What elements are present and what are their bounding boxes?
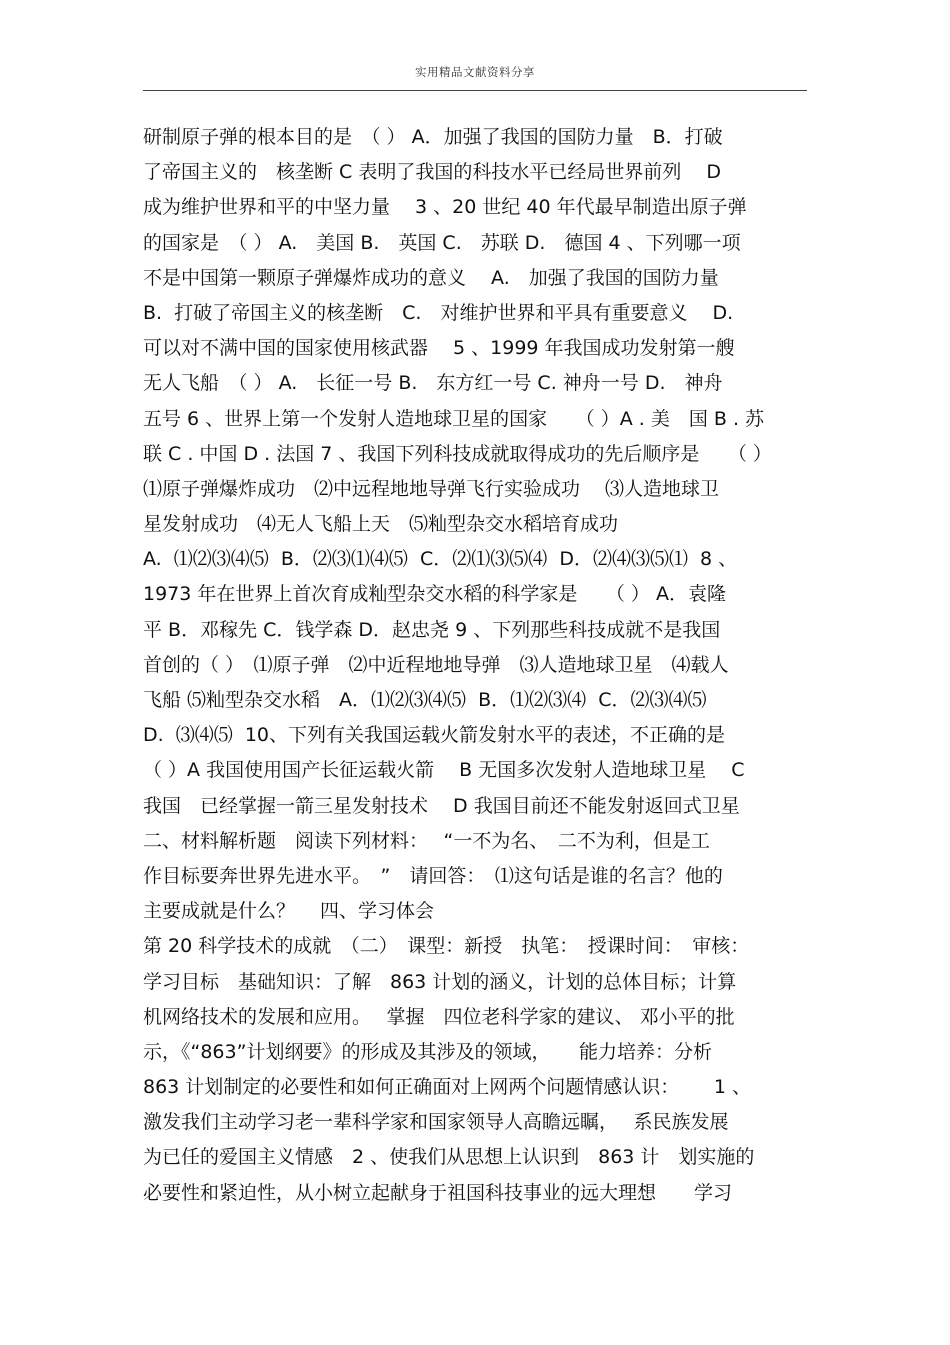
text-line: 联 C . 中国 D . 法国 7 、我国下列科技成就取得成功的先后顺序是 （ ） — [143, 442, 772, 465]
text-line: 学习目标 基础知识：了解 863 计划的涵义，计划的总体目标；计算 — [143, 970, 737, 993]
header-divider — [143, 90, 807, 91]
text-line: 了帝国主义的 核垄断 C 表明了我国的科技水平已经局世界前列 D — [143, 161, 722, 184]
text-line: （ ）A 我国使用国产长征运载火箭 B 无国多次发射人造地球卫星 C — [143, 759, 745, 782]
text-line: 可以对不满中国的国家使用核武器 5 、1999 年我国成功发射第一艘 — [143, 337, 735, 360]
text-line: 我国 已经掌握一箭三星发射技术 D 我国目前还不能发射返回式卫星 — [143, 794, 740, 817]
text-line: 成为维护世界和平的中坚力量 3 、20 世纪 40 年代最早制造出原子弹 — [143, 196, 747, 219]
document-body — [143, 120, 813, 1211]
text-line: 五号 6 、世界上第一个发射人造地球卫星的国家 （ ）A . 美 国 B . 苏 — [143, 407, 765, 430]
text-line: D. ⑶⑷⑸ 10、下列有关我国运载火箭发射水平的表述，不正确的是 — [143, 724, 726, 747]
text-line: 平 B．邓稼先 C．钱学森 D．赵忠尧 9 、下列那些科技成就不是我国 — [143, 618, 721, 641]
text-line: 必要性和紧迫性，从小树立起献身于祖国科技事业的远大理想 学习 — [143, 1181, 733, 1204]
text-line: 研制原子弹的根本目的是 （ ） A．加强了我国的国防力量 B．打破 — [143, 126, 723, 148]
text-line: 激发我们主动学习老一辈科学家和国家领导人高瞻远瞩， 系民族发展 — [143, 1111, 729, 1134]
text-line: 机网络技术的发展和应用。 掌握 四位老科学家的建议、 邓小平的批 — [143, 1005, 735, 1028]
text-line: ⑴原子弹爆炸成功 ⑵中远程地地导弹飞行实验成功 ⑶人造地球卫 — [143, 477, 720, 500]
text-line: 无人飞船 （ ） A. 长征一号 B. 东方红一号 C. 神舟一号 D. 神舟 — [143, 372, 723, 395]
text-line: 的国家是 （ ） A. 美国 B. 英国 C. 苏联 D. 德国 4 、下列哪一项 — [143, 231, 741, 254]
text-line: 作目标要奔世界先进水平。 ” 请回答： ⑴这句话是谁的名言？他的 — [143, 864, 723, 887]
text-line: B. 打破了帝国主义的核垄断 C. 对维护世界和平具有重要意义 D. — [143, 301, 734, 324]
text-line: 为已任的爱国主义情感 2 、使我们从思想上认识到 863 计 划实施的 — [143, 1146, 755, 1169]
text-line: 二、材料解析题 阅读下列材料： “一不为名、 二不为利，但是工 — [143, 829, 710, 852]
text-line: A. ⑴⑵⑶⑷⑸ B．⑵⑶⑴⑷⑸ C．⑵⑴⑶⑸⑷ D．⑵⑷⑶⑸⑴ 8 、 — [143, 548, 738, 571]
text-line: 863 计划制定的必要性和如何正确面对上网两个问题情感认识： 1 、 — [143, 1076, 751, 1099]
page-header: 实用精品文献资料分享 — [415, 65, 535, 79]
text-line: 首创的（ ） ⑴原子弹 ⑵中近程地地导弹 ⑶人造地球卫星 ⑷载人 — [143, 653, 729, 676]
text-line: 不是中国第一颗原子弹爆炸成功的意义 A. 加强了我国的国防力量 — [143, 266, 719, 289]
text-line: 星发射成功 ⑷无人飞船上天 ⑸籼型杂交水稻培育成功 — [143, 513, 619, 536]
text-line: 示，《“863”计划纲要》的形成及其涉及的领域， 能力培养：分析 — [143, 1040, 712, 1063]
text-line: 第 20 科学技术的成就 （二） 课型：新授 执笔： 授课时间： 审核： — [143, 935, 750, 958]
text-line: 主要成就是什么？ 四、学习体会 — [143, 900, 435, 923]
text-line: 飞船 ⑸籼型杂交水稻 A．⑴⑵⑶⑷⑸ B．⑴⑵⑶⑷ C．⑵⑶⑷⑸ — [143, 689, 707, 711]
text-line: 1973 年在世界上首次育成籼型杂交水稻的科学家是 （ ） A．袁隆 — [143, 583, 726, 606]
